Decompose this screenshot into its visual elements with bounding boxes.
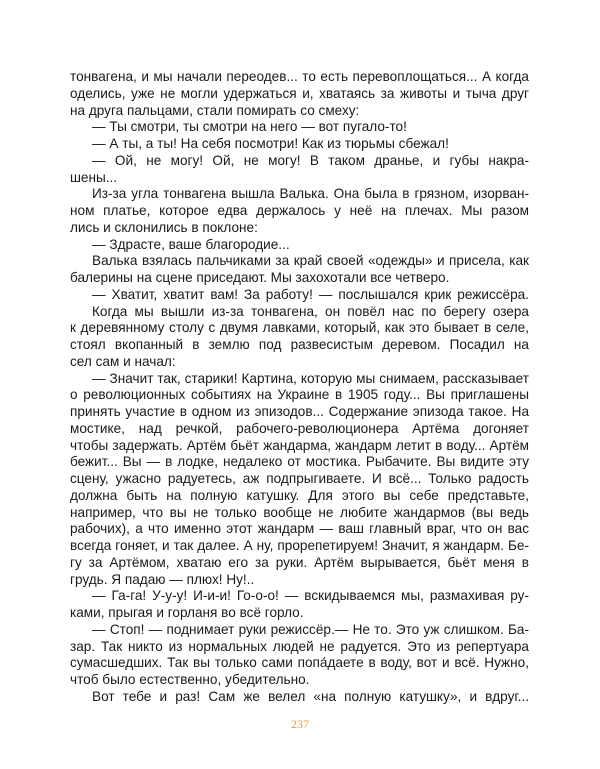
text-line: гу за Артёмом, хватаю его за руки. Артём вырывается, бьёт меня в	[70, 554, 529, 570]
text-line: — Хватит, хватит вам! За работу! — послышался крик режиссёра.	[92, 286, 529, 302]
text-line: сел сам и начал:	[70, 353, 176, 369]
text-line: бежит... Вы — в лодке, недалеко от мостика. Рыбачите. Вы видите эту	[70, 454, 529, 470]
text-line: сумасшедших. Так вы только сами попа́даете в воду, вот и всё. Нужно,	[70, 655, 529, 671]
text-line: всегда гоняет, и так далее. А ну, прорепетируем! Значит, я жандарм. Бе-	[70, 538, 529, 553]
text-line: к деревянному столу с двумя лавками, который, как это бывает в селе,	[70, 320, 529, 336]
text-line: оделись, уже не могли удержаться и, хватаясь за животы и тыча друг	[70, 85, 529, 101]
text-line: Вот тебе и раз! Сам же велел «на полную катушку», и вдруг...	[92, 688, 529, 704]
text-line: на друга пальцами, стали помирать со смеху:	[70, 102, 360, 118]
text-line: сцену, ужасно радуетесь, аж подпрыгиваете. И всё... Только радость	[70, 471, 529, 486]
page-number: 237	[291, 717, 309, 731]
text-line: — Ты смотри, ты смотри на него — вот пугало-то!	[92, 119, 407, 135]
text-line: зар. Так никто из нормальных людей не радуется. Это из репертуара	[70, 638, 529, 654]
text-line: принять участие в одном из эпизодов... Содержание эпизода такое. На	[70, 404, 529, 419]
text-line: грудь. Я падаю — плюх! Ну!..	[70, 571, 255, 587]
text-line: — Стоп! — поднимает руки режиссёр.— Не то. Это уж слишком. Ба-	[92, 621, 529, 637]
text-line: лись и склонились в поклоне:	[70, 219, 258, 235]
text-line: Когда мы вышли из-за тонвагена, он повёл нас по берегу озера	[92, 303, 529, 319]
text-line: — А ты, а ты! На себя посмотри! Как из тюрьмы сбежал!	[92, 136, 449, 151]
text-line: балерины на сцене приседают. Мы захохотали все четверо.	[70, 270, 450, 285]
text-line: тонвагена, и мы начали переодев... то есть перевоплощаться... А когда	[70, 69, 529, 84]
text-line: должна быть на полную катушку. Для этого вы себе представьте,	[70, 487, 529, 503]
text-line: — Га-га! У-у-у! И-и-и! Го-о-о! — вскидываемся мы, размахивая ру-	[92, 588, 529, 604]
text-line: — Ой, не могу! Ой, не могу! В таком дранье, и губы накра-	[92, 152, 529, 168]
text-line: например, что вы не только вообще не любите жандармов (вы ведь	[70, 504, 529, 520]
text-line: Валька взялась пальчиками за край своей «одежды» и присела, как	[92, 253, 529, 269]
text-line: ками, прыгая и горланя во всё горло.	[70, 605, 304, 620]
text-line: ном платье, которое едва держалось у неё на плечах. Мы разом	[70, 203, 529, 218]
text-line: о революционных событиях на Украине в 1905 году... Вы приглашены	[70, 387, 529, 403]
text-line: чтобы задержать. Артём бьёт жандарма, жандарм летит в воду... Артём	[70, 437, 529, 453]
book-page-text	[70, 69, 529, 706]
text-line: рабочих), а что именно этот жандарм — ваш главный враг, что он вас	[70, 521, 529, 537]
text-line: чтоб было естественно, убедительно.	[70, 672, 310, 687]
text-line: Из-за угла тонвагена вышла Валька. Она была в грязном, изорван-	[92, 186, 529, 202]
text-line: стоял вкопанный в землю под развесистым деревом. Посадил на	[70, 337, 529, 352]
text-line: — Здрасте, ваше благородие...	[92, 236, 290, 252]
text-line: шены...	[70, 169, 118, 185]
text-line: — Значит так, старики! Картина, которую мы снимаем, рассказывает	[92, 370, 529, 386]
text-line: мостике, над речкой, рабочего-революционера Артёма догоняет	[70, 420, 529, 436]
